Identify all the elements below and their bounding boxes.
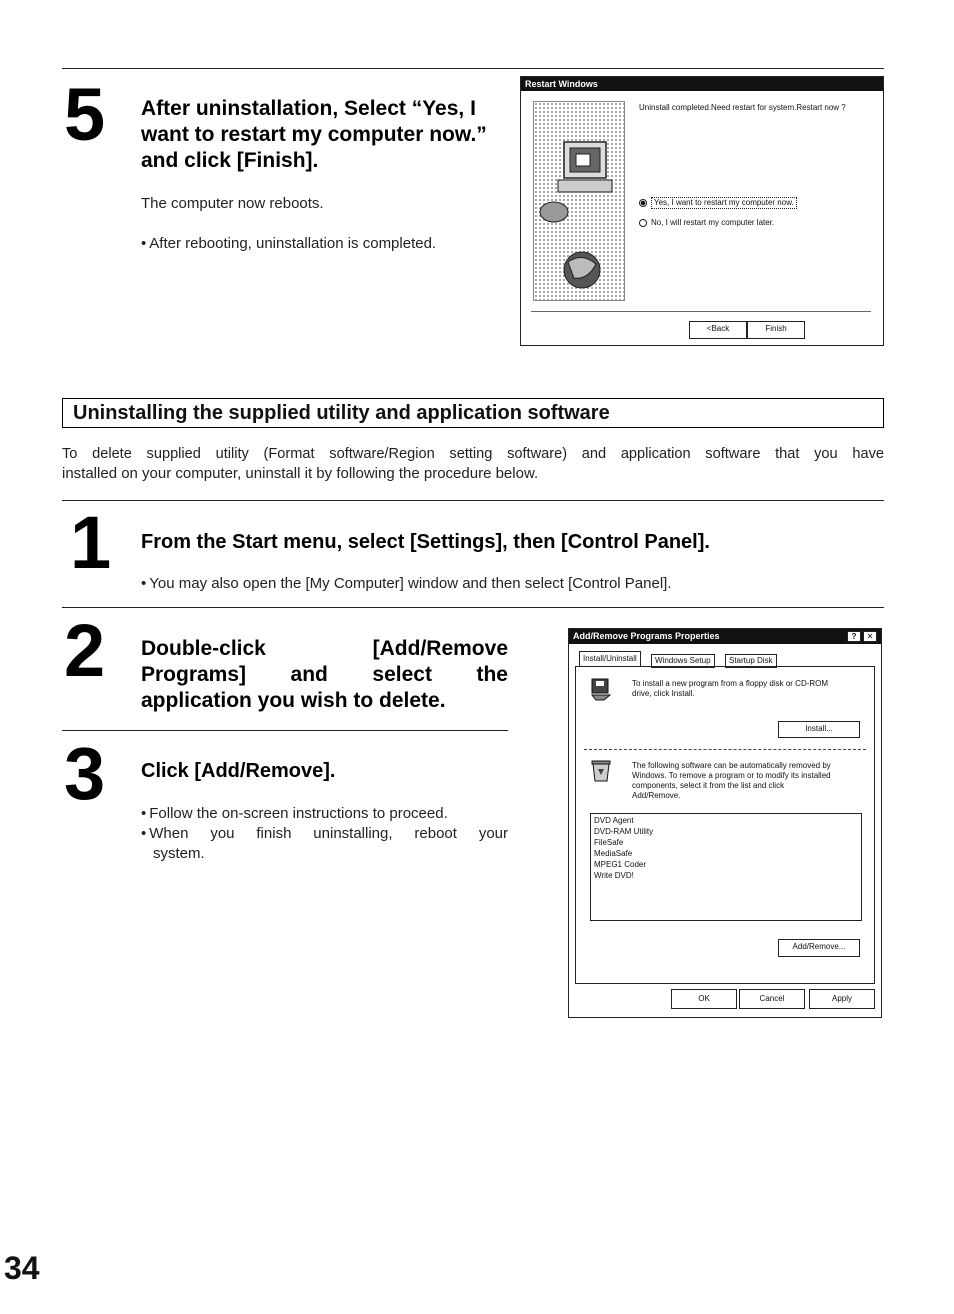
- install-button[interactable]: Install...: [778, 721, 860, 738]
- install-disk-icon: [590, 677, 612, 701]
- back-button[interactable]: <Back: [689, 321, 747, 339]
- step-5-heading-line: want to restart my computer now.”: [141, 123, 487, 146]
- list-item[interactable]: MPEG1 Coder: [594, 860, 647, 869]
- install-instructions: [632, 679, 828, 699]
- remove-instructions-line: Add/Remove.: [632, 791, 681, 800]
- list-item[interactable]: DVD-RAM Utility: [594, 827, 654, 836]
- tab-panel: [575, 666, 875, 984]
- restart-dialog-message: Uninstall completed.Need restart for system.Restart now ?: [639, 103, 846, 112]
- step-3-word: you: [210, 825, 235, 842]
- recycle-icon: [590, 759, 612, 783]
- step-3-bullet-line: system.: [153, 845, 205, 862]
- section-title: Uninstalling the supplied utility and application software: [73, 402, 610, 424]
- remove-instructions: [632, 761, 831, 801]
- divider: [62, 500, 884, 501]
- step-5-bullet: • After rebooting, uninstallation is completed.: [141, 234, 436, 254]
- step-3-word: finish: [256, 825, 292, 842]
- top-divider: [62, 68, 884, 69]
- list-item[interactable]: MediaSafe: [594, 849, 633, 858]
- add-remove-programs-dialog: [568, 628, 882, 1018]
- restart-no-label: No, I will restart my computer later.: [651, 218, 775, 227]
- divider: [62, 607, 884, 608]
- remove-instructions-line: components, select it from the list and click: [632, 781, 785, 790]
- finish-button[interactable]: Finish: [747, 321, 805, 339]
- step-2-word: and: [290, 663, 328, 686]
- restart-yes-option[interactable]: [639, 197, 799, 211]
- help-button[interactable]: ?: [847, 631, 861, 642]
- step-5-heading-line: and click [Finish].: [141, 149, 319, 172]
- step-5-number: 5: [64, 73, 106, 156]
- step-3-bullet-line: [141, 824, 508, 844]
- step-2-word: the: [476, 663, 508, 686]
- step-2-word: Programs]: [141, 663, 247, 686]
- apply-button[interactable]: Apply: [809, 989, 875, 1009]
- restart-dialog-titlebar: Restart Windows: [521, 77, 883, 91]
- radio-selected-icon[interactable]: [639, 199, 647, 207]
- panel-separator: [584, 749, 866, 750]
- close-button[interactable]: ✕: [863, 631, 877, 642]
- tab-install-uninstall[interactable]: Install/Uninstall: [579, 651, 641, 667]
- install-instructions-line: To install a new program from a floppy disk or CD-ROM: [632, 679, 829, 688]
- remove-instructions-line: The following software can be automatically removed by: [632, 761, 831, 770]
- restart-dialog-separator: [531, 311, 871, 312]
- step-1-heading: From the Start menu, select [Settings], then [Control Panel].: [141, 531, 710, 553]
- step-3-bullet: [141, 824, 508, 864]
- step-2-heading: [141, 636, 508, 714]
- install-instructions-line: drive, click Install.: [632, 689, 695, 698]
- list-item[interactable]: DVD Agent: [594, 816, 634, 825]
- ok-button[interactable]: OK: [671, 989, 737, 1009]
- step-2-word: [Add/Remove: [372, 637, 508, 660]
- step-5-text: The computer now reboots.: [141, 195, 324, 212]
- section-intro-line: installed on your computer, uninstall it by following the procedure below.: [62, 465, 539, 482]
- tab-windows-setup[interactable]: Windows Setup: [651, 654, 715, 668]
- step-5-heading: [141, 96, 511, 174]
- step-3-bullet: • Follow the on-screen instructions to proceed.: [141, 804, 448, 824]
- restart-yes-label: Yes, I want to restart my computer now.: [651, 197, 797, 209]
- step-2-heading-line: [141, 636, 508, 662]
- step-3-word: reboot: [414, 825, 457, 842]
- section-intro-line: To delete supplied utility (Format software/Region setting software) and application software that you have: [62, 446, 884, 462]
- add-remove-titlebar: [569, 629, 881, 644]
- divider: [62, 730, 508, 731]
- computer-icon: [534, 102, 626, 302]
- step-2-heading-line: application you wish to delete.: [141, 689, 446, 712]
- step-3-number: 3: [64, 732, 106, 815]
- step-1-number: 1: [70, 501, 112, 584]
- section-intro: [62, 444, 884, 484]
- tab-startup-disk[interactable]: Startup Disk: [725, 654, 777, 668]
- page-number: 34: [4, 1250, 40, 1286]
- radio-unselected-icon[interactable]: [639, 219, 647, 227]
- step-2-word: Double-click: [141, 637, 266, 660]
- step-1-bullet: • You may also open the [My Computer] window and then select [Control Panel].: [141, 574, 672, 594]
- installed-programs-list[interactable]: [590, 813, 862, 921]
- step-2-word: select: [372, 663, 432, 686]
- cancel-button[interactable]: Cancel: [739, 989, 805, 1009]
- step-3-word: your: [478, 825, 508, 842]
- add-remove-title: Add/Remove Programs Properties: [573, 631, 720, 641]
- restart-no-option[interactable]: [639, 217, 799, 231]
- step-3-word: • When: [141, 824, 188, 844]
- section-header-box: [62, 398, 884, 428]
- restart-windows-dialog: [520, 76, 884, 346]
- step-5-heading-line: After uninstallation, Select “Yes, I: [141, 97, 476, 120]
- step-3-heading: Click [Add/Remove].: [141, 760, 336, 782]
- step-2-number: 2: [64, 609, 106, 692]
- list-item[interactable]: Write DVD!: [594, 871, 634, 880]
- add-remove-button[interactable]: Add/Remove...: [778, 939, 860, 957]
- step-2-heading-line: [141, 662, 508, 688]
- remove-instructions-line: Windows. To remove a program or to modify its installed: [632, 771, 831, 780]
- step-3-word: uninstalling,: [313, 825, 393, 842]
- restart-dialog-artwork: [533, 101, 625, 301]
- list-item[interactable]: FileSafe: [594, 838, 624, 847]
